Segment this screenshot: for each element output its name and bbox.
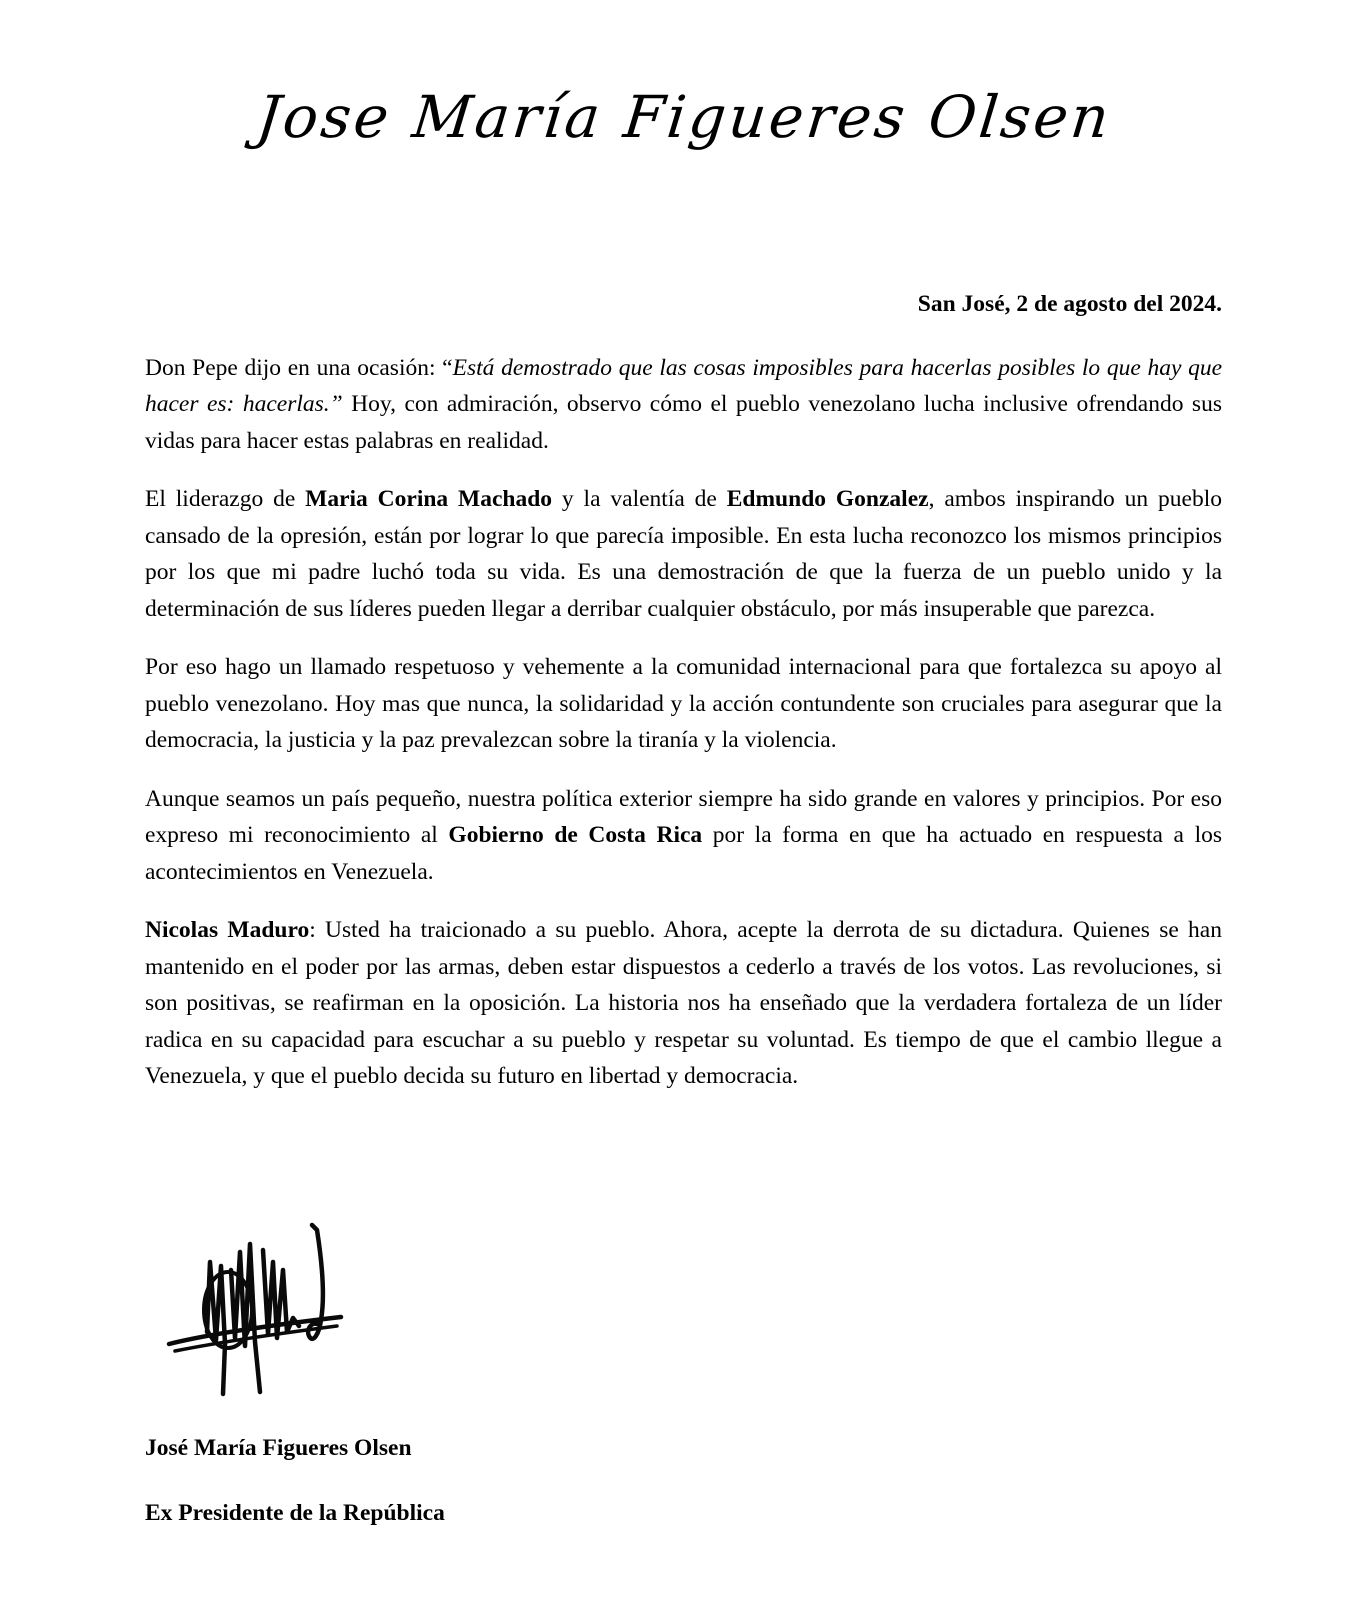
letter-paragraph-5: Nicolas Maduro: Usted ha traicionado a su pueblo. Ahora, acepte la derrota de su dictadura. Quienes se han mantenido en el poder por las armas, deben estar dispuestos a cederlo a través de los votos. Las revoluciones, si son positivas, se reafirman en la oposición. La historia nos ha enseñado que la verdadera fortaleza de un líder radica en su capacidad para escuchar a su pueblo y respetar su voluntad. Es tiempo de que el cambio llegue a Venezuela, y que el pueblo decida su futuro en libertad y democracia. [145,917,1222,1089]
date-line: San José, 2 de agosto del 2024. [917,291,1222,317]
letter-paragraph-1: Don Pepe dijo en una ocasión: “Está demostrado que las cosas imposibles para hacerlas posibles lo que hay que hacer es: hacerlas.” Hoy, con admiración, observo cómo el pueblo venezolano lucha inclusive ofrendando sus vidas para hacer estas palabras en realidad. [145,354,1222,454]
letter-paragraph-4: Aunque seamos un país pequeño, nuestra política exterior siempre ha sido grande en valores y principios. Por eso expreso mi reconocimiento al Gobierno de Costa Rica por la forma en que ha actuado en respuesta a los acontecimientos en Venezuela. [145,785,1222,885]
letterhead-script-name: Jose María Figueres Olsen [253,83,1116,151]
letter-paragraph-2: El liderazgo de Maria Corina Machado y la valentía de Edmundo Gonzalez, ambos inspirando un pueblo cansado de la opresión, están por lograr lo que parecía imposible. En esta lucha reconozco los mismos principios por los que mi padre luchó toda su vida. Es una demostración de que la fuerza de un pueblo unido y la determinación de sus líderes pueden llegar a derribar cualquier obstáculo, por más insuperable que parezca. [145,486,1223,622]
handwritten-signature [165,1222,345,1402]
letter-content [145,286,1222,1117]
letter-paragraph-3: Por eso hago un llamado respetuoso y vehemente a la comunidad internacional para que fortalezca su apoyo al pueblo venezolano. Hoy mas que nunca, la solidaridad y la acción contundente son cruciales para asegurar que la democracia, la justicia y la paz prevalezcan sobre la tiranía y la violencia. [145,654,1222,753]
signer-name: José María Figueres Olsen [145,1435,412,1461]
signer-title: Ex Presidente de la República [145,1500,445,1526]
